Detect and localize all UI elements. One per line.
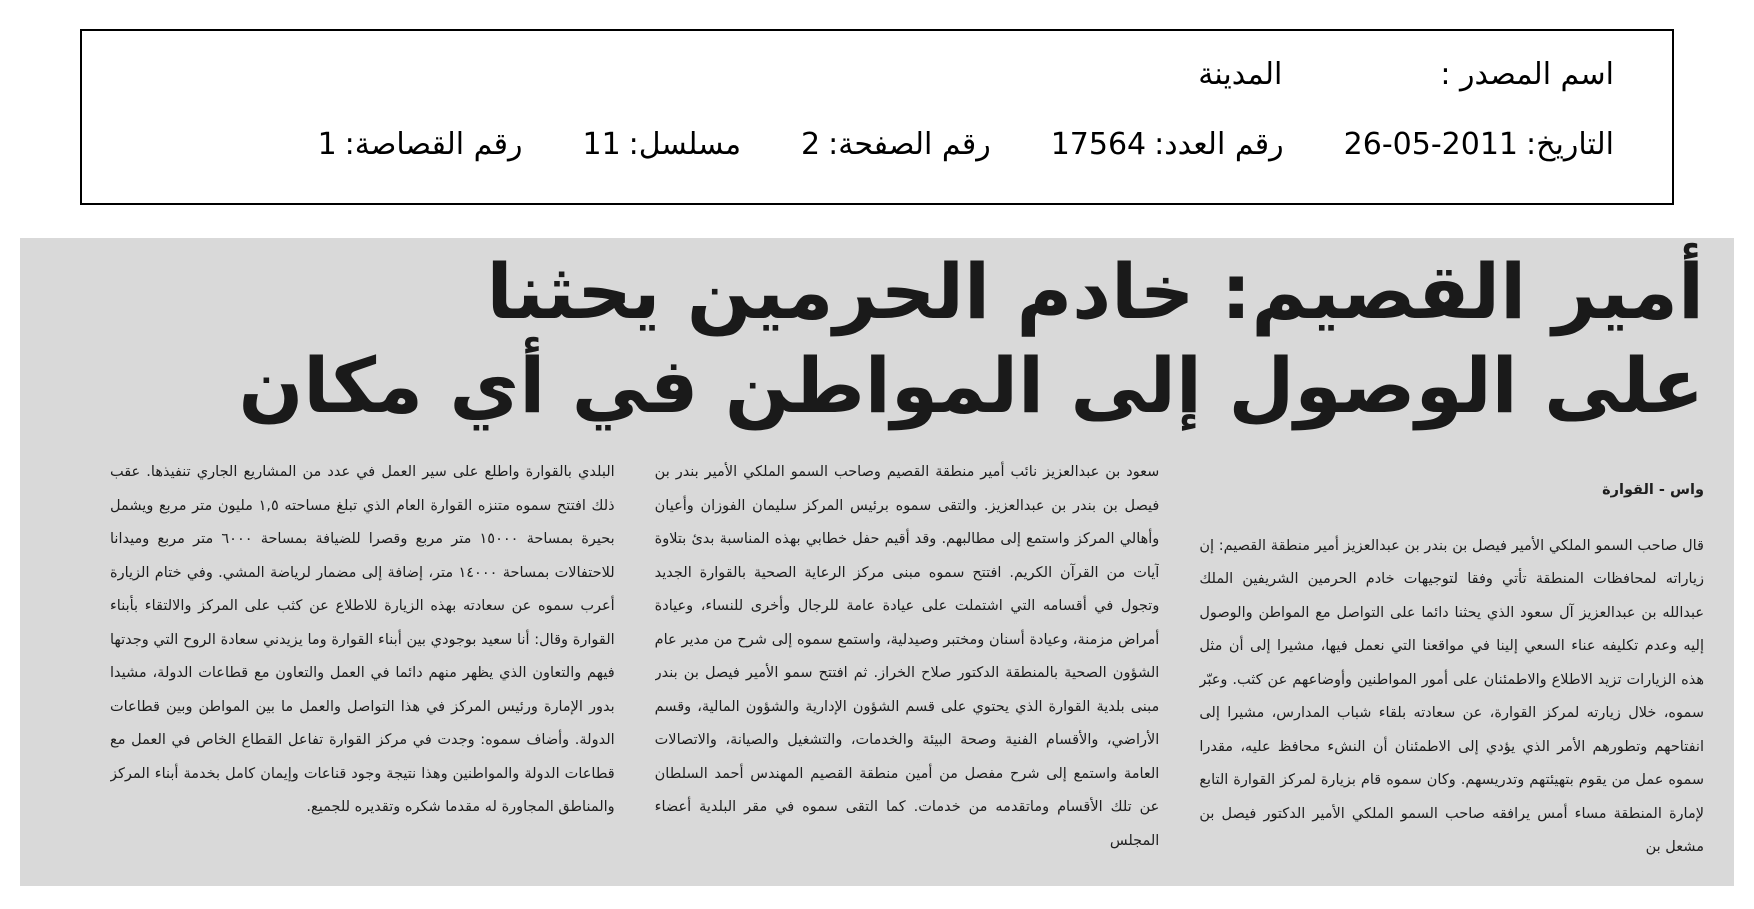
source-info-box (80, 29, 1674, 205)
source-label: اسم المصدر : (1440, 57, 1614, 92)
newspaper-clipping (20, 238, 1734, 886)
metadata-row (318, 127, 1614, 162)
serial-value: 11 (582, 127, 621, 162)
article-columns (110, 456, 1704, 876)
date-value: 2011-05-26 (1343, 127, 1519, 162)
page-value: 2 (801, 127, 821, 162)
source-row (1198, 57, 1614, 92)
column-2-text: سعود بن عبدالعزيز نائب أمير منطقة القصيم وصاحب السمو الملكي الأمير بندر بن فيصل بن بندر بن عبدالعزيز. والتقى سموه برئيس المركز سليمان الفوزان وأعيان وأهالي المركز واستمع إلى مطالبهم. وقد أقيم حفل خطابي بهذه المناسبة بدئ بتلاوة آيات من القرآن الكريم. افتتح سموه مبنى مركز الرعاية الصحية بالقوارة الجديد وتجول في أقسامه التي اشتملت على عيادة عامة للرجال وأخرى للنساء، وعيادة أمراض مزمنة، وعيادة أسنان ومختبر وصيدلية، واستمع سموه إلى شرح من مدير عام الشؤون الصحية بالمنطقة الدكتور صلاح الخراز. ثم افتتح سمو الأمير فيصل بن بندر مبنى بلدية القوارة الذي يحتوي على قسم الشؤون الإدارية والشؤون المالية، وقسم الأراضي، والأقسام الفنية وصحة البيئة والخدمات، والتشغيل والصيانة، والاتصالات العامة واستمع إلى شرح مفصل من أمين منطقة القصيم المهندس أحمد السلطان عن تلك الأقسام وماتقدمه من خدمات. كما التقى سموه في مقر البلدية أعضاء المجلس (654, 464, 1160, 849)
serial-field (582, 127, 741, 162)
article-column-3 (110, 456, 615, 876)
column-1-text: قال صاحب السمو الملكي الأمير فيصل بن بندر بن عبدالعزيز أمير منطقة القصيم: إن زياراته لمحافظات المنطقة تأتي وفقا لتوجيهات خادم الحرمين الشريفين الملك عبدالله بن عبدالعزيز آل سعود الذي يحثنا دائما على التواصل مع المواطن والوصول إليه وعدم تكليفه عناء السعي إلينا في مواقعنا التي نعمل فيها، مشيرا إلى أن مثل هذه الزيارات تزيد الاطلاع والاطمئنان على أمور المواطنين وأوضاعهم عن كثب. وعبّر سموه، خلال زيارته لمركز القوارة، عن سعادته بلقاء شباب المدارس، مشيرا إلى انفتاحهم وتطورهم الأمر الذي يؤدي إلى الاطمئنان أن النشء محافظ عليه، مقدرا سموه عمل من يقوم بتهيئتهم وتدريسهم. وكان سموه قام بزيارة لمركز القوارة التابع لإمارة المنطقة مساء أمس يرافقه صاحب السمو الملكي الأمير الدكتور فيصل بن مشعل بن (1199, 537, 1704, 855)
headline-line-1: أمير القصيم: خادم الحرمين يحثنا (486, 247, 1704, 336)
clip-label: رقم القصاصة: (344, 127, 523, 162)
issue-field (1051, 127, 1284, 162)
article-column-1 (1199, 456, 1704, 876)
clip-value: 1 (317, 127, 337, 162)
column-3-text: البلدي بالقوارة واطلع على سير العمل في عدد من المشاريع الجاري تنفيذها. عقب ذلك افتتح سموه متنزه القوارة العام الذي تبلغ مساحته ١,٥ مليون متر مربع ويشمل بحيرة بمساحة ١٥٠٠٠ متر مربع وقصرا للضيافة بمساحة ٦٠٠٠ متر مربع وميدانا للاحتفالات بمساحة ١٤٠٠٠ متر، إضافة إلى مضمار لرياضة المشي. وفي ختام الزيارة أعرب سموه عن سعادته بهذه الزيارة للاطلاع عن كثب على المركز والالتقاء بأبناء القوارة وقال: أنا سعيد بوجودي بين أبناء القوارة وما يزيدني سعادة الروح التي وجدتها فيهم والتعاون الذي يظهر منهم دائما في العمل والتعاون مع قطاعات الدولة، مشيدا بدور الإمارة ورئيس المركز في هذا التواصل والعمل ما بين المواطن وبين قطاعات الدولة. وأضاف سموه: وجدت في مركز القوارة تفاعل القطاع الخاص في العمل مع قطاعات الدولة والمواطنين وهذا نتيجة وجود قناعات وإيمان كامل بخدمة أبناء المركز والمناطق المجاورة له مقدما شكره وتقديره للجميع. (109, 464, 615, 815)
source-field (1432, 57, 1614, 92)
issue-value: 17564 (1050, 127, 1147, 162)
clip-field (318, 127, 523, 162)
dateline: واس - القوارة (1602, 482, 1704, 498)
page-field (801, 127, 991, 162)
date-field (1344, 127, 1614, 162)
source-value: المدينة (1198, 57, 1283, 92)
page-label: رقم الصفحة: (828, 127, 991, 162)
headline-line-2: على الوصول إلى المواطن في أي مكان (238, 341, 1704, 430)
article-column-2 (655, 456, 1160, 876)
serial-label: مسلسل: (628, 127, 742, 162)
date-label: التاريخ: (1526, 127, 1614, 162)
issue-label: رقم العدد: (1154, 127, 1284, 162)
